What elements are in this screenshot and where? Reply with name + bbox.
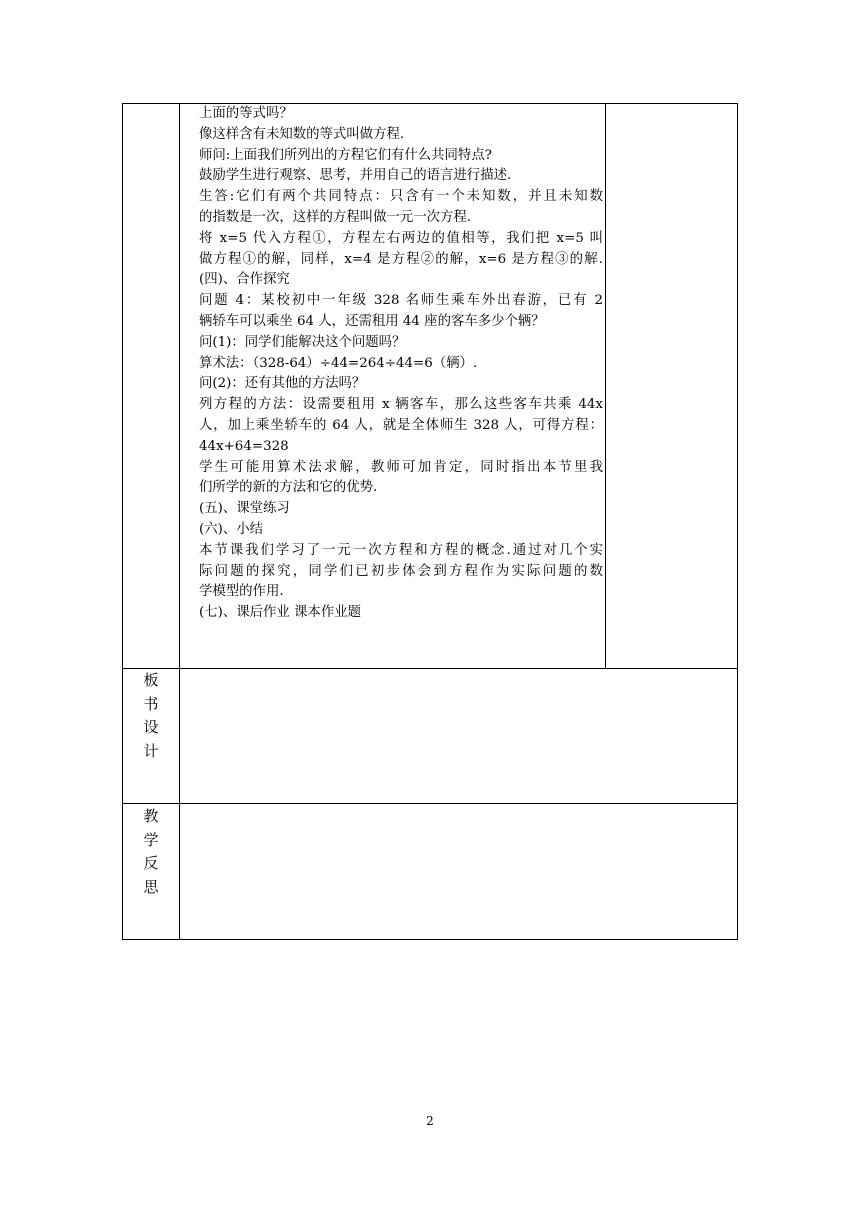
content-line: 问(1)：同学们能解决这个问题吗？ — [199, 334, 406, 350]
column-divider-left — [179, 103, 180, 940]
content-line: 学模型的作用. — [199, 584, 284, 600]
content-line: 师问:上面我们所列出的方程它们有什么共同特点? — [199, 147, 492, 163]
board-design-label: 板 书 设 计 — [143, 671, 159, 760]
content-line: 44x+64=328 — [199, 438, 289, 454]
content-line: 上面的等式吗？ — [199, 106, 293, 121]
content-line: (四)、合作探究 — [199, 272, 290, 288]
content-line: 做方程①的解，同样，x=4 是方程②的解，x=6 是方程③的解. — [199, 251, 603, 267]
content-line: 列方程的方法：设需要租用 x 辆客车，那么这些客车共乘 44x — [199, 397, 603, 413]
content-line: 的指数是一次，这样的方程叫做一元一次方程. — [199, 209, 472, 225]
page-number: 2 — [426, 1114, 434, 1128]
content-line: (五)、课堂练习 — [199, 501, 290, 517]
column-divider-right — [605, 103, 606, 668]
content-line: 问题 4：某校初中一年级 328 名师生乘车外出春游，已有 2 — [199, 293, 603, 309]
content-line: 际问题的探究，同学们已初步体会到方程作为实际问题的数 — [199, 563, 603, 579]
row-divider-1 — [122, 668, 738, 669]
content-line: 本节课我们学习了一元一次方程和方程的概念.通过对几个实 — [199, 542, 603, 558]
content-line: 像这样含有未知数的等式叫做方程. — [199, 126, 405, 142]
content-line: (七)、课后作业 课本作业题 — [199, 605, 362, 621]
content-line: 算术法：（328-64）÷44=264÷44=6（辆）. — [199, 355, 478, 371]
content-line: 学生可能用算术法求解，教师可加肯定，同时指出本节里我 — [199, 459, 603, 475]
content-line: 辆轿车可以乘坐 64 人，还需租用 44 座的客车多少个辆？ — [199, 313, 545, 329]
content-line: 生答:它们有两个共同特点：只含有一个未知数，并且未知数 — [199, 189, 603, 205]
content-line: 问(2)：还有其他的方法吗？ — [199, 376, 366, 392]
content-line: 们所学的新的方法和它的优势. — [199, 480, 378, 496]
content-line: 人，加上乘坐轿车的 64 人，就是全体师生 328 人，可得方程： — [199, 417, 603, 433]
row-divider-2 — [122, 803, 738, 804]
lesson-process-content — [199, 104, 603, 624]
content-line: 将 x=5 代入方程①，方程左右两边的值相等，我们把 x=5 叫 — [199, 230, 603, 246]
teaching-reflection-label: 教 学 反 思 — [143, 807, 159, 896]
content-line: 鼓励学生进行观察、思考，并用自己的语言进行描述. — [199, 168, 512, 184]
content-line: (六)、小结 — [199, 521, 264, 537]
